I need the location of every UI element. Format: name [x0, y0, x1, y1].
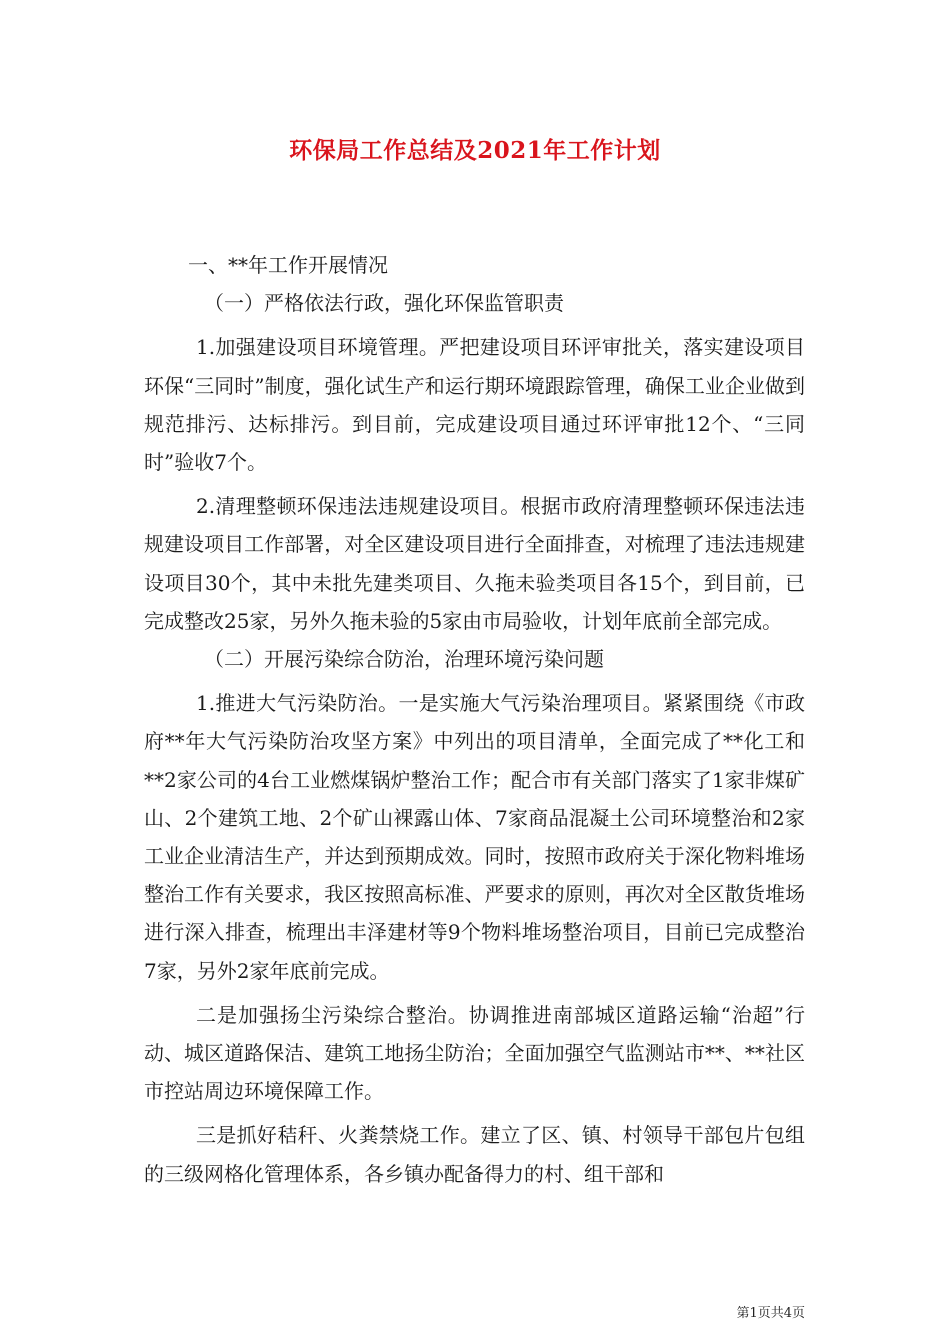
page-number: 第1页共4页	[736, 1306, 805, 1321]
document-body	[144, 246, 805, 1193]
paragraph-1: 1.加强建设项目环境管理。严把建设项目环评审批关，落实建设项目环保“三同时”制度，强化试生产和运行期环境跟踪管理，确保工业企业做到规范排污、达标排污。到目前，完成建设项目通过环评审批12个、“三同时”验收7个。	[144, 335, 805, 475]
section-heading-1: 一、**年工作开展情况	[188, 253, 388, 277]
paragraph-2: 2.清理整顿环保违法违规建设项目。根据市政府清理整顿环保违法违规建设项目工作部署，对全区建设项目进行全面排查，对梳理了违法违规建设项目30个，其中未批先建类项目、久拖未验类项目各15个，到目前，已完成整改25家，另外久拖未验的5家由市局验收，计划年底前全部完成。	[144, 494, 805, 633]
paragraph-3: 1.推进大气污染防治。一是实施大气污染治理项目。紧紧围绕《市政府**年大气污染防治攻坚方案》中列出的项目清单，全面完成了**化工和**2家公司的4台工业燃煤锅炉整治工作；配合市有关部门落实了1家非煤矿山、2个建筑工地、2个矿山裸露山体、7家商品混凝土公司环境整治和2家工业企业清洁生产，并达到预期成效。同时，按照市政府关于深化物料堆场整治工作有关要求，我区按照高标准、严要求的原则，再次对全区散货堆场进行深入排查，梳理出丰泽建材等9个物料堆场整治项目，目前已完成整治7家，另外2家年底前完成。	[144, 691, 805, 983]
subsection-heading-2: （二）开展污染综合防治，治理环境污染问题	[204, 647, 604, 672]
paragraph-4: 二是加强扬尘污染综合整治。协调推进南部城区道路运输“治超”行动、城区道路保洁、建筑工地扬尘防治；全面加强空气监测站市**、**社区市控站周边环境保障工作。	[144, 1002, 805, 1104]
subsection-heading-1: （一）严格依法行政，强化环保监管职责	[204, 291, 564, 316]
paragraph-5: 三是抓好秸秆、火粪禁烧工作。建立了区、镇、村领导干部包片包组的三级网格化管理体系，各乡镇办配备得力的村、组干部和	[144, 1123, 805, 1186]
document-title: 环保局工作总结及2021年工作计划	[289, 137, 661, 164]
